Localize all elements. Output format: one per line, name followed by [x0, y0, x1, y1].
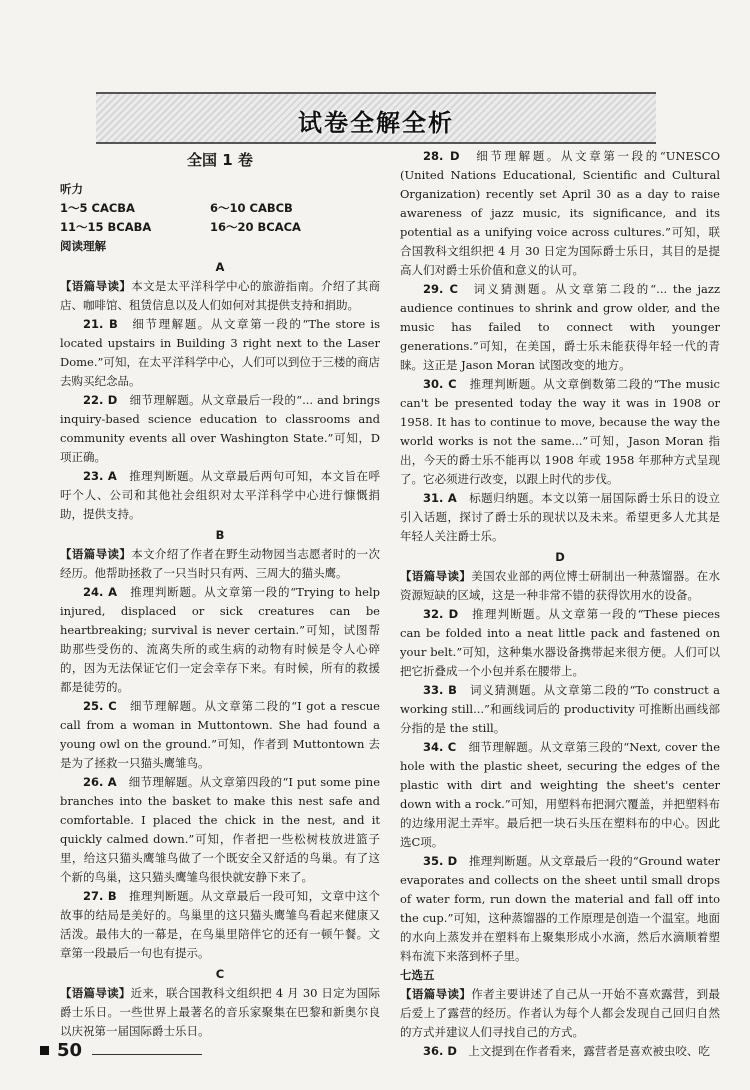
question-explanation: 细节理解题。从文章第三段的“Next, cover the hole with the plastic sheet, securing the edges of the plastic with dirt and weighting the sheet's center down with a rock.”可知，用塑料布把洞穴覆盖，并把塑料布的边缘用泥土弄牢。最后把一块石头压在塑料布的中心。因此选C项。 — [400, 740, 720, 849]
reading-label: 阅读理解 — [60, 239, 106, 253]
question-number: 34. C — [423, 740, 457, 754]
question-explanation: 推理判断题。从文章第一段的“These pieces can be folded into a neat little pack and fastened on your belt.”可知，这种集水器设备携带起来很方便。人们可以把它折叠成一个小包并系在腰带上。 — [400, 607, 720, 678]
guide-text: 近来，联合国教科文组织把 4 月 30 日定为国际爵士乐日。一些世界上最著名的音乐家聚集在巴黎和新奥尔良以庆祝第一届国际爵士乐日。 — [60, 986, 380, 1038]
question-explanation: 词义猜测题。从文章第二段的“... the jazz audience continues to shrink and grow older, and the music has failed to connect with younger generations.”可知，在美国，爵士乐未能获得年轻一代的青睐。这正是 Jason Moran 试图改变的地方。 — [400, 282, 721, 372]
banner-title: 试卷全解全析 — [298, 109, 454, 137]
question-number: 29. C — [423, 282, 458, 296]
passage-c-letter: C — [215, 967, 225, 981]
passage-c-guide — [60, 984, 380, 1041]
guide-text: 美国农业部的两位博士研制出一种蒸馏器。在水资源短缺的区域，这是一种非常不错的获得饮用水的设备。 — [400, 569, 721, 602]
question-explanation: 推理判断题。从文章最后一段的“Ground water evaporates and collects on the sheet until small drops of water form, run down the material and fall off into the cup.”可知，这种蒸馏器的工作原理是创造一个温室。地面的水向上蒸发并在塑料布上聚集形成小水滴，然后水滴顺着塑料布流下来落到杯子里。 — [400, 854, 720, 963]
passage-d-guide — [400, 567, 720, 605]
question-number: 26. A — [83, 775, 117, 789]
question-number: 24. A — [83, 585, 118, 599]
question-number: 31. A — [423, 491, 457, 505]
guide-tag: 【语篇导读】 — [60, 279, 132, 293]
left-column — [60, 147, 380, 1041]
page-number: 50 — [57, 1040, 83, 1061]
question-30 — [400, 375, 720, 489]
question-explanation: 推理判断题。从文章最后两句可知，本文旨在呼吁个人、公司和其他社会组织对太平洋科学中心进行慷慨捐助，提供支持。 — [60, 469, 381, 521]
question-explanation: 细节理解题。从文章第一段的“The store is located upstairs in Building 3 right next to the Laser Dome.”可知，在太平洋科学中心，人们可以到位于三楼的商店去购买纪念品。 — [60, 317, 381, 388]
listening-answers — [60, 199, 380, 237]
question-25 — [60, 697, 380, 773]
question-28 — [400, 147, 720, 280]
passage-b-letter: B — [215, 528, 225, 542]
question-number: 32. D — [423, 607, 459, 621]
question-number: 27. B — [83, 889, 117, 903]
question-explanation: 细节理解题。从文章最后一段的“... and brings inquiry-based science education to classrooms and community events all over Washington State.”可知，D 项正确。 — [60, 393, 381, 464]
question-number: 25. C — [83, 699, 117, 713]
guide-tag: 【语篇导读】 — [400, 987, 472, 1001]
question-29 — [400, 280, 720, 375]
question-explanation: 细节理解题。从文章第一段的“UNESCO (United Nations Educational, Scientific and Cultural Organization) recently set April 30 as a day to raise awareness of jazz music, its significance, and its potential as a unifying voice across cultures.”可知，联合国教科文组织把 4 月 30 日定为国际爵士乐日，其目的是提高人们对爵士乐价值和意义的认可。 — [400, 149, 721, 277]
question-21 — [60, 315, 380, 391]
passage-a-letter: A — [215, 260, 225, 274]
listening-answer: 11～15 BCABA — [60, 220, 152, 234]
question-explanation: 细节理解题。从文章第四段的“I put some pine branches into the basket to make this nest safe and comfortable. I placed the chick in the nest, and it quickly calmed down.”可知，作者把一些松树枝放进篮子里，给这只猫头鹰雏鸟做了一个既安全又舒适的鸟巢。有了这个新的鸟巢，这只猫头鹰雏鸟很快就安静下来了。 — [60, 775, 381, 884]
question-31 — [400, 489, 720, 546]
question-number: 36. D — [423, 1044, 457, 1058]
listening-answer: 16～20 BCACA — [210, 220, 301, 234]
passage-b-guide — [60, 545, 380, 583]
right-column — [400, 147, 720, 1061]
question-27 — [60, 887, 380, 963]
guide-tag: 【语篇导读】 — [60, 986, 131, 1000]
passage-a-guide — [60, 277, 380, 315]
seven-choose-five-label: 七选五 — [400, 968, 435, 982]
question-33 — [400, 681, 720, 738]
question-26 — [60, 773, 380, 887]
question-explanation: 词义猜测题。从文章第二段的“To construct a working still...”和画线词后的 productivity 可推断出画线部分指的是 the still。 — [400, 683, 720, 735]
passage-d-letter: D — [555, 550, 565, 564]
footer-square-icon — [40, 1046, 49, 1055]
question-35 — [400, 852, 720, 966]
question-23 — [60, 467, 380, 524]
question-36 — [400, 1042, 720, 1061]
question-34 — [400, 738, 720, 852]
question-explanation: 推理判断题。从文章最后一段可知，文章中这个故事的结局是美好的。鸟巢里的这只猫头鹰雏鸟看起来健康又活泼。最伟大的一幕是，在鸟巢里陪伴它的还有一顿午餐。文章第一段最后一句也有提示。 — [60, 889, 381, 960]
question-32 — [400, 605, 720, 681]
question-explanation: 细节理解题。从文章第二段的“I got a rescue call from a woman in Muttontown. She had found a young owl on the ground.”可知，作者到 Muttontown 去是为了拯救一只猫头鹰雏鸟。 — [60, 699, 380, 770]
question-explanation: 上文提到在作者看来，露营者是喜欢被虫咬、吃 — [468, 1044, 710, 1058]
question-number: 35. D — [423, 854, 458, 868]
seven-choose-five-guide — [400, 985, 720, 1042]
question-24 — [60, 583, 380, 697]
question-22 — [60, 391, 380, 467]
question-number: 23. A — [83, 469, 117, 483]
question-number: 33. B — [423, 683, 457, 697]
guide-tag: 【语篇导读】 — [60, 547, 132, 561]
listening-label: 听力 — [60, 182, 83, 196]
question-explanation: 推理判断题。从文章第一段的“Trying to help injured, displaced or sick creatures can be heartbreaking; survival is never certain.”可知，试图帮助那些受伤的、流离失所的或生病的动物有时候是令人心碎的，因为无法保证它们一定会幸存下来。有时候，所有的救援都是徒劳的。 — [60, 585, 380, 694]
question-number: 30. C — [423, 377, 457, 391]
page-footer — [40, 1040, 202, 1061]
listening-answer: 1～5 CACBA — [60, 201, 135, 215]
question-explanation: 推理判断题。从文章倒数第二段的“The music can't be presented today the way it was in 1908 or 1958. It has to continue to move, because the way the world works is not the same...”可知，Jason Moran 指出，今天的爵士乐不能再以 1908 年或 1958 年那种方式呈现了。它必须进行改变，以跟上时代的步伐。 — [400, 377, 721, 486]
section-title: 全国 1 卷 — [187, 151, 253, 169]
guide-text: 作者主要讲述了自己从一开始不喜欢露营，到最后爱上了露营的经历。作者认为每个人都会发现自己回归自然的方式并建议人们寻找自己的方式。 — [400, 987, 721, 1039]
guide-text: 本文是太平洋科学中心的旅游指南。介绍了其商店、咖啡馆、租赁信息以及人们如何对其提供支持和捐助。 — [60, 279, 381, 312]
footer-rule — [92, 1054, 202, 1055]
guide-text: 本文介绍了作者在野生动物园当志愿者时的一次经历。他帮助拯救了一只当时只有两、三周大的猫头鹰。 — [60, 547, 381, 580]
question-number: 28. D — [423, 149, 460, 163]
question-number: 22. D — [83, 393, 118, 407]
guide-tag: 【语篇导读】 — [400, 569, 472, 583]
question-explanation: 标题归纳题。本文以第一届国际爵士乐日的设立引入话题，探讨了爵士乐的现状以及未来。希望更多人尤其是年轻人关注爵士乐。 — [400, 491, 721, 543]
question-number: 21. B — [83, 317, 118, 331]
title-banner — [96, 92, 656, 144]
listening-answer: 6～10 CABCB — [210, 201, 293, 215]
